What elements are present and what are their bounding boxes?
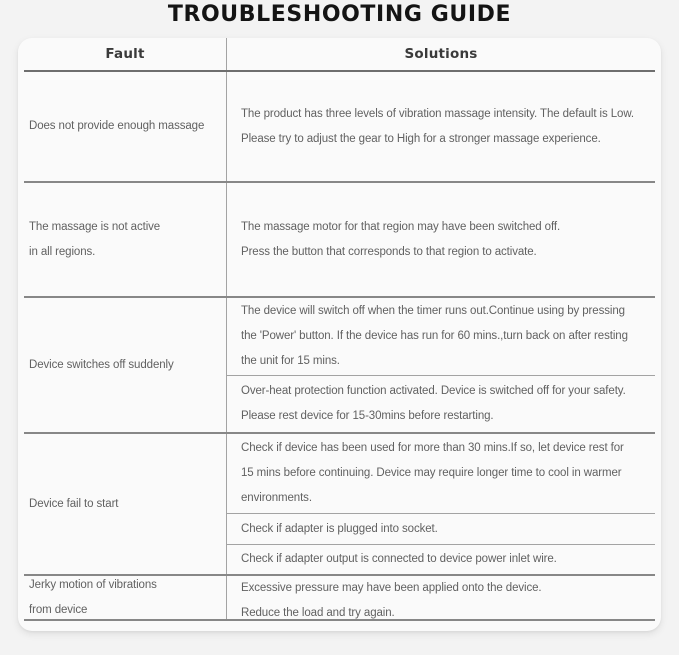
solution-text: The device will switch off when the timer runs out.Continue using by pressing <box>241 305 625 317</box>
table-header-row <box>24 38 655 72</box>
solutions-cell <box>227 576 655 619</box>
solution-text: the 'Power' button. If the device has run for 60 mins.,turn back on after resting <box>241 330 628 342</box>
solution-block <box>227 514 655 545</box>
solution-text: Press the button that corresponds to that region to activate. <box>241 245 537 258</box>
solution-text: Excessive pressure may have been applied onto the device. <box>241 582 542 594</box>
fault-text: from device <box>29 603 88 616</box>
table-row <box>24 298 655 434</box>
solution-block <box>227 376 655 432</box>
fault-text: in all regions. <box>29 245 96 258</box>
solution-text: the unit for 15 mins. <box>241 355 340 367</box>
solution-text: The product has three levels of vibration massage intensity. The default is Low. <box>241 107 635 120</box>
fault-cell <box>24 298 227 432</box>
solution-text: Please rest device for 15-30mins before restarting. <box>241 410 494 422</box>
fault-text: The massage is not active <box>29 220 161 233</box>
solution-text: Please try to adjust the gear to High for a stronger massage experience. <box>241 132 601 145</box>
fault-text: Jerky motion of vibrations <box>29 578 157 591</box>
troubleshooting-table-card <box>18 38 661 631</box>
fault-text: Does not provide enough massage <box>29 120 205 132</box>
fault-cell <box>24 183 227 296</box>
solution-text: Reduce the load and try again. <box>241 607 395 619</box>
solution-block <box>227 183 655 296</box>
solution-block <box>227 576 655 626</box>
solution-text: Over-heat protection function activated. Device is switched off for your safety. <box>241 385 626 397</box>
fault-cell <box>24 434 227 574</box>
solutions-cell <box>227 434 655 574</box>
fault-text: Device switches off suddenly <box>29 358 174 371</box>
solutions-cell <box>227 183 655 296</box>
solution-text: Check if device has been used for more than 30 mins.If so, let device rest for <box>241 442 624 454</box>
table-row <box>24 183 655 298</box>
solution-block <box>227 298 655 376</box>
solution-text: 15 mins before continuing. Device may require longer time to cool in warmer <box>241 467 622 479</box>
solution-text: The massage motor for that region may have been switched off. <box>241 220 561 233</box>
solution-block <box>227 72 655 181</box>
solutions-cell <box>227 72 655 181</box>
solution-block <box>227 434 655 514</box>
solution-text: Check if adapter is plugged into socket. <box>241 522 438 535</box>
table-row <box>24 434 655 576</box>
fault-cell <box>24 576 227 619</box>
fault-cell <box>24 72 227 181</box>
solution-block <box>227 545 655 574</box>
column-header-fault: Fault <box>24 38 227 70</box>
solution-text: environments. <box>241 492 312 504</box>
table-row <box>24 576 655 621</box>
page-title: TROUBLESHOOTING GUIDE <box>167 2 512 27</box>
column-header-solutions: Solutions <box>404 46 478 62</box>
table-row <box>24 72 655 183</box>
solutions-cell <box>227 298 655 432</box>
solution-text: Check if adapter output is connected to device power inlet wire. <box>241 553 557 565</box>
fault-text: Device fail to start <box>29 497 119 510</box>
